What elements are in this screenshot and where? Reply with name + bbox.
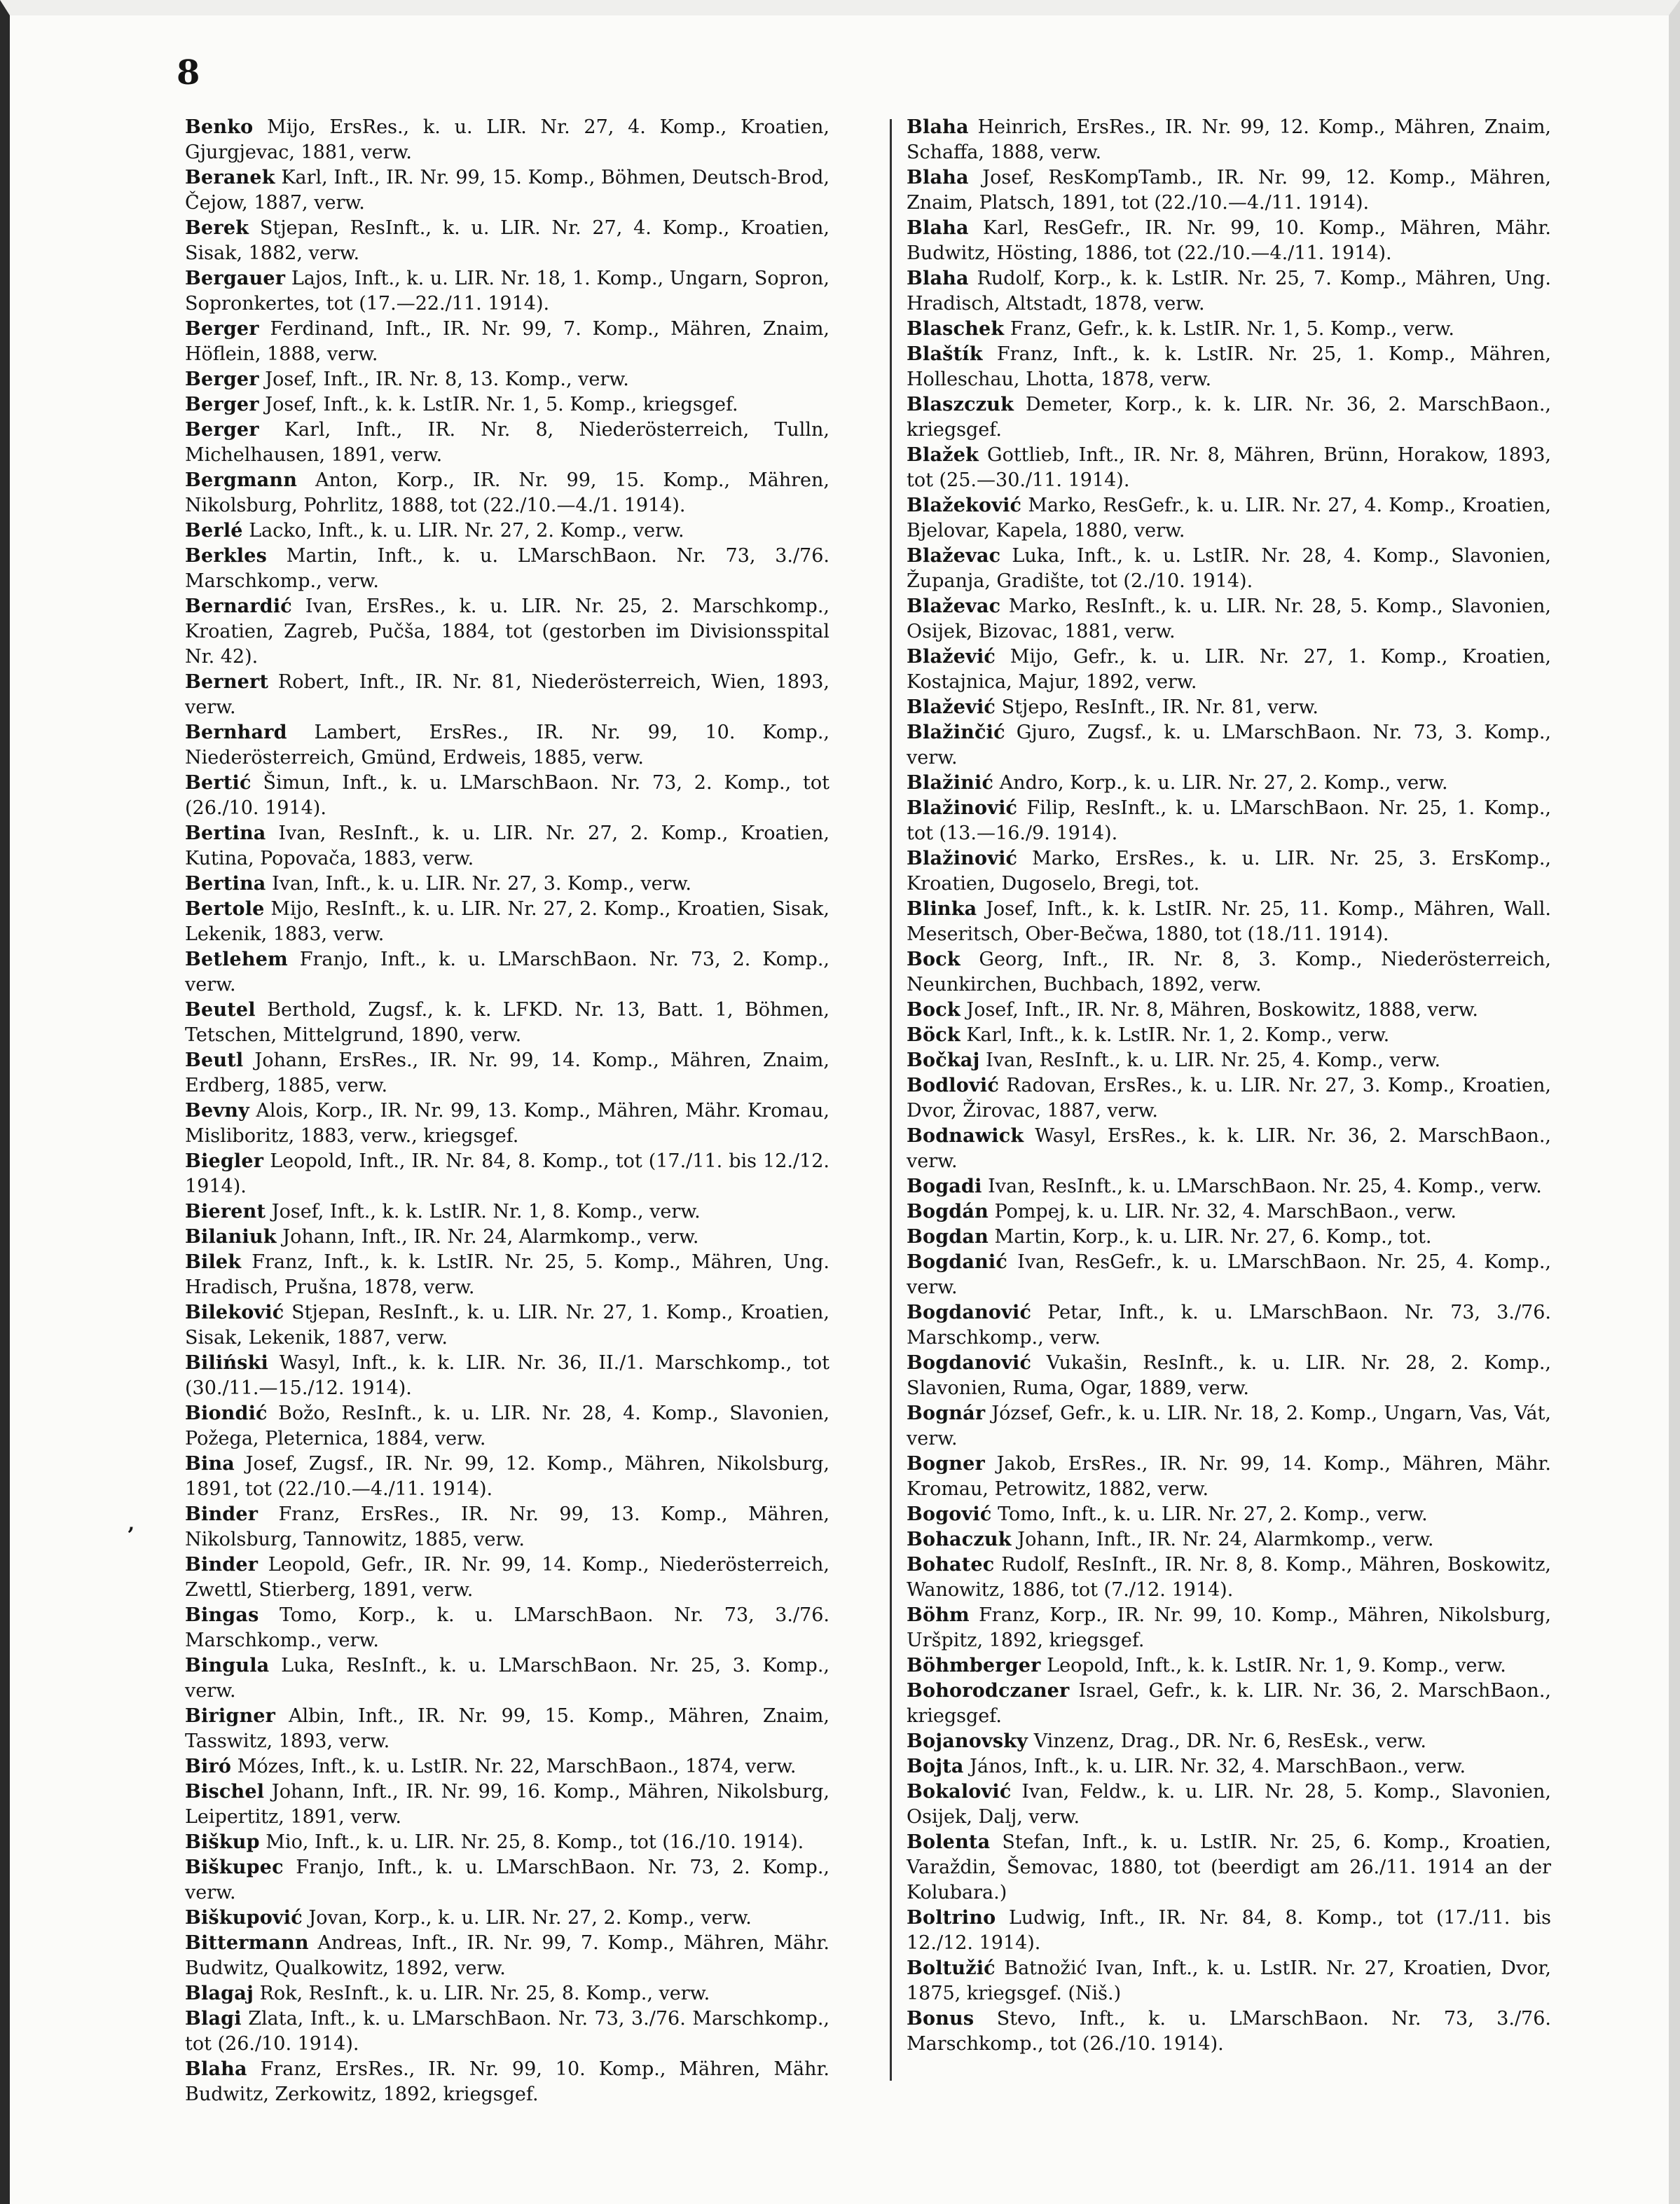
register-entry [907, 1048, 1551, 1073]
entry-details: József, Gefr., k. u. LIR. Nr. 18, 2. Komp., Ungarn, Vas, Vát, verw. [907, 1403, 1551, 1449]
register-entry [907, 1527, 1551, 1552]
entry-details: Israel, Gefr., k. k. LIR. Nr. 36, 2. MarschBaon., kriegsgef. [907, 1680, 1551, 1727]
entry-details: Johann, Inft., IR. Nr. 24, Alarmkomp., verw. [276, 1226, 699, 1248]
entry-surname: Bergmann [185, 469, 298, 491]
register-entry [907, 771, 1551, 796]
entry-details: Martin, Korp., k. u. LIR. Nr. 27, 6. Komp., tot. [988, 1226, 1432, 1248]
entry-surname: Blažinić [907, 772, 994, 794]
register-entry [185, 266, 829, 317]
register-entry [907, 443, 1551, 493]
entry-surname: Bischel [185, 1781, 265, 1803]
entry-details: Karl, Inft., IR. Nr. 99, 15. Komp., Böhmen, Deutsch-Brod, Čejow, 1887, verw. [185, 167, 829, 214]
register-entry [185, 1603, 829, 1653]
entry-surname: Biliński [185, 1352, 268, 1374]
entry-details: Mózes, Inft., k. u. LstIR. Nr. 22, MarschBaon., 1874, verw. [231, 1756, 797, 1777]
register-entry [185, 1855, 829, 1906]
register-entry [907, 594, 1551, 645]
entry-surname: Bodnawick [907, 1125, 1024, 1147]
entry-surname: Berger [185, 394, 259, 415]
entry-surname: Blaschek [907, 318, 1005, 340]
left-column [185, 115, 829, 2107]
entry-details: Robert, Inft., IR. Nr. 81, Niederösterreich, Wien, 1893, verw. [185, 671, 829, 718]
entry-details: Johann, Inft., IR. Nr. 99, 16. Komp., Mähren, Nikolsburg, Leipertitz, 1891, verw. [185, 1781, 829, 1828]
entry-surname: Bina [185, 1453, 235, 1475]
entry-details: Marko, ResGefr., k. u. LIR. Nr. 27, 4. Komp., Kroatien, Bjelovar, Kapela, 1880, verw. [907, 495, 1551, 542]
register-entry [907, 1023, 1551, 1048]
register-entry [185, 670, 829, 720]
entry-surname: Bogović [907, 1503, 992, 1525]
register-entry [907, 317, 1551, 342]
entry-surname: Bogdan [907, 1226, 989, 1248]
entry-surname: Berkles [185, 545, 267, 567]
entry-details: Luka, Inft., k. u. LstIR. Nr. 28, 4. Komp., Slavonien, Županja, Gradište, tot (2./10. 1914). [907, 545, 1551, 592]
register-entry [907, 1552, 1551, 1603]
register-entry [185, 2006, 829, 2057]
register-entry [185, 1931, 829, 1981]
entry-surname: Bohorodczaner [907, 1680, 1070, 1702]
entry-details: Batnožić Ivan, Inft., k. u. LstIR. Nr. 27, Kroatien, Dvor, 1875, kriegsgef. (Niš.) [907, 1957, 1551, 2004]
entry-surname: Binder [185, 1503, 259, 1525]
entry-surname: Bertina [185, 822, 266, 844]
register-entry [907, 1401, 1551, 1452]
entry-surname: Bernert [185, 671, 269, 693]
entry-details: Mijo, Gefr., k. u. LIR. Nr. 27, 1. Komp., Kroatien, Kostajnica, Majur, 1892, verw. [907, 646, 1551, 693]
entry-surname: Bingula [185, 1655, 270, 1676]
register-entry [185, 1452, 829, 1502]
entry-details: Gjuro, Zugsf., k. u. LMarschBaon. Nr. 73, 3. Komp., verw. [907, 722, 1551, 769]
register-entry [185, 518, 829, 544]
entry-surname: Bogdanić [907, 1251, 1008, 1273]
entry-details: Stjepan, ResInft., k. u. LIR. Nr. 27, 4. Komp., Kroatien, Sisak, 1882, verw. [185, 217, 829, 264]
entry-surname: Blaha [185, 2058, 247, 2080]
entry-details: János, Inft., k. u. LIR. Nr. 32, 4. MarschBaon., verw. [963, 1756, 1466, 1777]
entry-details: Mijo, ErsRes., k. u. LIR. Nr. 27, 4. Komp., Kroatien, Gjurgjevac, 1881, verw. [185, 116, 829, 163]
entry-surname: Bokalović [907, 1781, 1012, 1803]
entry-surname: Bogdanović [907, 1302, 1032, 1323]
entry-surname: Bojanovsky [907, 1730, 1028, 1752]
entry-details: Anton, Korp., IR. Nr. 99, 15. Komp., Mähren, Nikolsburg, Pohrlitz, 1888, tot (22./10.—4./1. 1914). [185, 469, 829, 516]
register-entry [185, 544, 829, 594]
register-entry [907, 1754, 1551, 1779]
entry-surname: Böhm [907, 1604, 970, 1626]
register-entry [907, 493, 1551, 544]
margin-mark: ‚ [128, 1511, 135, 1536]
entry-surname: Berek [185, 217, 249, 239]
entry-details: Rudolf, ResInft., IR. Nr. 8, 8. Komp., Mähren, Boskowitz, Wanowitz, 1886, tot (7./12. 1914). [907, 1554, 1551, 1601]
register-entry [907, 1300, 1551, 1351]
entry-surname: Berger [185, 369, 259, 390]
entry-details: Rudolf, Korp., k. k. LstIR. Nr. 25, 7. Komp., Mähren, Ung. Hradisch, Altstadt, 1878, verw. [907, 268, 1551, 315]
register-entry [907, 1603, 1551, 1653]
register-entry [907, 342, 1551, 392]
entry-surname: Blažek [907, 444, 979, 466]
entry-surname: Blaszczuk [907, 394, 1014, 415]
entry-details: Stefan, Inft., k. u. LstIR. Nr. 25, 6. Komp., Kroatien, Varaždin, Šemovac, 1880, tot (beerdigt am 26./11. 1914 an der Kolubara.) [907, 1831, 1551, 1903]
register-entry [907, 947, 1551, 998]
entry-surname: Betlehem [185, 949, 288, 970]
register-entry [907, 392, 1551, 443]
entry-surname: Blinka [907, 898, 977, 920]
entry-details: Ferdinand, Inft., IR. Nr. 99, 7. Komp., Mähren, Znaim, Höflein, 1888, verw. [185, 318, 829, 365]
entry-details: Martin, Inft., k. u. LMarschBaon. Nr. 73, 3./76. Marschkomp., verw. [185, 545, 829, 592]
register-entry [185, 1300, 829, 1351]
register-entry [185, 2057, 829, 2107]
entry-details: Ivan, ResInft., k. u. LIR. Nr. 27, 2. Komp., Kroatien, Kutina, Popovača, 1883, verw. [185, 822, 829, 869]
entry-surname: Bertić [185, 772, 252, 794]
register-entry [907, 544, 1551, 594]
register-entry [185, 1048, 829, 1098]
entry-details: Demeter, Korp., k. k. LIR. Nr. 36, 2. MarschBaon., kriegsgef. [907, 394, 1551, 441]
entry-details: Ivan, Inft., k. u. LIR. Nr. 27, 3. Komp., verw. [266, 873, 692, 895]
entry-details: Franz, ErsRes., IR. Nr. 99, 10. Komp., Mähren, Mähr. Budwitz, Zerkowitz, 1892, kriegsgef. [185, 2058, 829, 2105]
entry-surname: Bodlović [907, 1075, 999, 1096]
register-entry [907, 1174, 1551, 1199]
entry-surname: Blažević [907, 696, 996, 718]
entry-surname: Birigner [185, 1705, 276, 1727]
register-entry [907, 645, 1551, 695]
entry-details: Josef, Inft., k. k. LstIR. Nr. 25, 11. Komp., Mähren, Wall. Meseritsch, Ober-Bečwa, 1880, tot (18./11. 1914). [907, 898, 1551, 945]
entry-surname: Bertina [185, 873, 266, 895]
register-entry [907, 796, 1551, 846]
entry-details: Franz, Inft., k. k. LstIR. Nr. 25, 5. Komp., Mähren, Ung. Hradisch, Prušna, 1878, verw. [185, 1251, 829, 1298]
register-entry [185, 872, 829, 897]
register-entry [907, 1679, 1551, 1729]
register-entry [907, 1956, 1551, 2006]
entry-details: Josef, Inft., IR. Nr. 8, 13. Komp., verw. [259, 369, 629, 390]
entry-details: Leopold, Inft., IR. Nr. 84, 8. Komp., tot (17./11. bis 12./12. 1914). [185, 1150, 829, 1197]
entry-details: Jakob, ErsRes., IR. Nr. 99, 14. Komp., Mähren, Mähr. Kromau, Petrowitz, 1882, verw. [907, 1453, 1551, 1500]
register-entry [907, 1124, 1551, 1174]
entry-surname: Bittermann [185, 1932, 309, 1954]
register-entry [907, 165, 1551, 216]
entry-surname: Blažeković [907, 495, 1022, 516]
register-entry [185, 1199, 829, 1225]
register-entry [907, 1073, 1551, 1124]
entry-surname: Bierent [185, 1201, 266, 1222]
register-entry [907, 720, 1551, 771]
entry-details: Marko, ResInft., k. u. LIR. Nr. 28, 5. Komp., Slavonien, Osijek, Bizovac, 1881, verw. [907, 595, 1551, 642]
entry-surname: Bergauer [185, 268, 286, 289]
entry-details: Franz, Inft., k. k. LstIR. Nr. 25, 1. Komp., Mähren, Holleschau, Lhotta, 1878, verw. [907, 343, 1551, 390]
register-entry [185, 1779, 829, 1830]
entry-details: Franz, ErsRes., IR. Nr. 99, 13. Komp., Mähren, Nikolsburg, Tannowitz, 1885, verw. [185, 1503, 829, 1550]
register-entry [185, 1981, 829, 2006]
entry-details: Filip, ResInft., k. u. LMarschBaon. Nr. 25, 1. Komp., tot (13.—16./9. 1914). [907, 797, 1551, 844]
entry-surname: Biškupović [185, 1907, 303, 1929]
register-entry [185, 468, 829, 518]
register-entry [907, 1452, 1551, 1502]
entry-details: Andro, Korp., k. u. LIR. Nr. 27, 2. Komp., verw. [993, 772, 1448, 794]
register-entry [907, 2006, 1551, 2057]
entry-details: Wasyl, ErsRes., k. k. LIR. Nr. 36, 2. MarschBaon., verw. [907, 1125, 1551, 1172]
register-entry [907, 1729, 1551, 1754]
register-entry [907, 1250, 1551, 1300]
register-entry [185, 1830, 829, 1855]
entry-details: Vukašin, ResInft., k. u. LIR. Nr. 28, 2. Komp., Slavonien, Ruma, Ogar, 1889, verw. [907, 1352, 1551, 1399]
register-entry [907, 1502, 1551, 1527]
entry-details: Gottlieb, Inft., IR. Nr. 8, Mähren, Brünn, Horakow, 1893, tot (25.—30./11. 1914). [907, 444, 1551, 491]
entry-details: Marko, ErsRes., k. u. LIR. Nr. 25, 3. ErsKomp., Kroatien, Dugoselo, Bregi, tot. [907, 848, 1551, 895]
entry-details: Luka, ResInft., k. u. LMarschBaon. Nr. 25, 3. Komp., verw. [185, 1655, 829, 1702]
register-entry [185, 1098, 829, 1149]
entry-details: Ivan, ResInft., k. u. LMarschBaon. Nr. 25, 4. Komp., verw. [982, 1176, 1542, 1197]
entry-details: Božo, ResInft., k. u. LIR. Nr. 28, 4. Komp., Slavonien, Požega, Pleternica, 1884, verw. [185, 1403, 829, 1449]
entry-surname: Berger [185, 318, 259, 340]
register-entry [907, 1830, 1551, 1906]
entry-details: Stjepan, ResInft., k. u. LIR. Nr. 27, 1. Komp., Kroatien, Sisak, Lekenik, 1887, verw. [185, 1302, 829, 1349]
entry-surname: Boltrino [907, 1907, 996, 1929]
register-entry [907, 1906, 1551, 1956]
entry-surname: Blagaj [185, 1983, 254, 2004]
entry-surname: Berlé [185, 520, 243, 542]
entry-details: Radovan, ErsRes., k. u. LIR. Nr. 27, 3. Komp., Kroatien, Dvor, Žirovac, 1887, verw. [907, 1075, 1551, 1122]
entry-details: Šimun, Inft., k. u. LMarschBaon. Nr. 73, 2. Komp., tot (26./10. 1914). [185, 772, 829, 819]
register-entry [185, 367, 829, 392]
register-entry [907, 216, 1551, 266]
register-entry [185, 1351, 829, 1401]
entry-details: Josef, Inft., k. k. LstIR. Nr. 1, 8. Komp., verw. [266, 1201, 701, 1222]
register-entry [185, 1906, 829, 1931]
entry-surname: Bogdán [907, 1201, 989, 1222]
entry-surname: Bonus [907, 2008, 975, 2030]
register-entry [185, 418, 829, 468]
entry-surname: Blaha [907, 268, 969, 289]
entry-details: Wasyl, Inft., k. k. LIR. Nr. 36, II./1. Marschkomp., tot (30./11.—15./12. 1914). [185, 1352, 829, 1399]
entry-details: Stevo, Inft., k. u. LMarschBaon. Nr. 73, 3./76. Marschkomp., tot (26./10. 1914). [907, 2008, 1551, 2055]
entry-details: Lambert, ErsRes., IR. Nr. 99, 10. Komp., Niederösterreich, Gmünd, Erdweis, 1885, verw. [185, 722, 829, 769]
entry-surname: Böck [907, 1024, 961, 1046]
entry-surname: Blažević [907, 646, 996, 668]
right-column [907, 115, 1551, 2057]
entry-surname: Bock [907, 999, 961, 1021]
register-entry [185, 392, 829, 418]
entry-details: Karl, Inft., IR. Nr. 8, Niederösterreich, Tulln, Michelhausen, 1891, verw. [185, 419, 829, 466]
entry-surname: Bogadi [907, 1176, 982, 1197]
entry-details: Andreas, Inft., IR. Nr. 99, 7. Komp., Mähren, Mähr. Budwitz, Qualkowitz, 1892, verw. [185, 1932, 829, 1979]
entry-surname: Blaha [907, 217, 969, 239]
entry-details: Franz, Korp., IR. Nr. 99, 10. Komp., Mähren, Nikolsburg, Uršpitz, 1892, kriegsgef. [907, 1604, 1551, 1651]
entry-details: Mio, Inft., k. u. LIR. Nr. 25, 8. Komp., tot (16./10. 1914). [259, 1831, 804, 1853]
register-entry [907, 1199, 1551, 1225]
register-entry [907, 1351, 1551, 1401]
entry-details: Ivan, ResGefr., k. u. LMarschBaon. Nr. 25, 4. Komp., verw. [907, 1251, 1551, 1298]
entry-details: Ivan, Feldw., k. u. LIR. Nr. 28, 5. Komp., Slavonien, Osijek, Dalj, verw. [907, 1781, 1551, 1828]
register-entry [907, 695, 1551, 720]
entry-surname: Blaha [907, 167, 969, 188]
entry-details: Petar, Inft., k. u. LMarschBaon. Nr. 73, 3./76. Marschkomp., verw. [907, 1302, 1551, 1349]
register-entry [907, 897, 1551, 947]
entry-details: Karl, ResGefr., IR. Nr. 99, 10. Komp., Mähren, Mähr. Budwitz, Hösting, 1886, tot (22./10.—4./11. 1914). [907, 217, 1551, 264]
register-entry [185, 1552, 829, 1603]
entry-surname: Bolenta [907, 1831, 991, 1853]
entry-surname: Böhmberger [907, 1655, 1041, 1676]
entry-details: Josef, ResKompTamb., IR. Nr. 99, 12. Komp., Mähren, Znaim, Platsch, 1891, tot (22./10.—4./11. 1914). [907, 167, 1551, 214]
register-entry [185, 317, 829, 367]
register-entry [907, 1225, 1551, 1250]
entry-surname: Bernhard [185, 722, 287, 743]
entry-details: Lacko, Inft., k. u. LIR. Nr. 27, 2. Komp., verw. [242, 520, 684, 542]
register-entry [907, 998, 1551, 1023]
entry-details: Lajos, Inft., k. u. LIR. Nr. 18, 1. Komp., Ungarn, Sopron, Sopronkertes, tot (17.—22./11. 1914). [185, 268, 829, 315]
entry-surname: Beutel [185, 999, 256, 1021]
entry-details: Berthold, Zugsf., k. k. LFKD. Nr. 13, Batt. 1, Böhmen, Tetschen, Mittelgrund, 1890, verw. [185, 999, 829, 1046]
entry-surname: Bogner [907, 1453, 985, 1475]
entry-details: Georg, Inft., IR. Nr. 8, 3. Komp., Niederösterreich, Neunkirchen, Buchbach, 1892, verw. [907, 949, 1551, 996]
register-entry [185, 1225, 829, 1250]
entry-details: Johann, ErsRes., IR. Nr. 99, 14. Komp., Mähren, Znaim, Erdberg, 1885, verw. [185, 1049, 829, 1096]
entry-details: Stjepo, ResInft., IR. Nr. 81, verw. [996, 696, 1318, 718]
entry-surname: Blaha [907, 116, 969, 138]
entry-surname: Blagi [185, 2008, 242, 2030]
entry-details: Josef, Zugsf., IR. Nr. 99, 12. Komp., Mähren, Nikolsburg, 1891, tot (22./10.—4./11. 1914). [185, 1453, 829, 1500]
entry-surname: Bohaczuk [907, 1529, 1012, 1550]
register-entry [185, 1704, 829, 1754]
entry-surname: Bertole [185, 898, 265, 920]
register-entry [185, 821, 829, 872]
entry-details: Heinrich, ErsRes., IR. Nr. 99, 12. Komp., Mähren, Znaim, Schaffa, 1888, verw. [907, 116, 1551, 163]
entry-details: Leopold, Gefr., IR. Nr. 99, 14. Komp., Niederösterreich, Zwettl, Stierberg, 1891, verw. [185, 1554, 829, 1601]
entry-surname: Blaštík [907, 343, 983, 365]
register-entry [907, 1653, 1551, 1679]
entry-details: Rok, ResInft., k. u. LIR. Nr. 25, 8. Komp., verw. [253, 1983, 710, 2004]
entry-surname: Bohatec [907, 1554, 995, 1576]
register-entry [907, 115, 1551, 165]
entry-surname: Biegler [185, 1150, 264, 1172]
entry-details: Zlata, Inft., k. u. LMarschBaon. Nr. 73, 3./76. Marschkomp., tot (26./10. 1914). [185, 2008, 829, 2055]
register-entry [907, 1779, 1551, 1830]
entry-details: Ivan, ResInft., k. u. LIR. Nr. 25, 4. Komp., verw. [979, 1049, 1441, 1071]
register-entry [185, 115, 829, 165]
entry-surname: Bernardić [185, 595, 292, 617]
entry-surname: Bock [907, 949, 961, 970]
entry-details: Pompej, k. u. LIR. Nr. 32, 4. MarschBaon., verw. [988, 1201, 1457, 1222]
entry-surname: Bevny [185, 1100, 250, 1122]
entry-details: Josef, Inft., IR. Nr. 8, Mähren, Boskowitz, 1888, verw. [960, 999, 1478, 1021]
register-entry [185, 1149, 829, 1199]
entry-details: Vinzenz, Drag., DR. Nr. 6, ResEsk., verw. [1028, 1730, 1427, 1752]
entry-details: Franz, Gefr., k. k. LstIR. Nr. 1, 5. Komp., verw. [1004, 318, 1454, 340]
entry-surname: Blažinčić [907, 722, 1005, 743]
entry-surname: Beranek [185, 167, 275, 188]
entry-surname: Bognár [907, 1403, 986, 1424]
entry-surname: Berger [185, 419, 259, 441]
entry-surname: Blaževac [907, 545, 1001, 567]
entry-details: Johann, Inft., IR. Nr. 24, Alarmkomp., verw. [1011, 1529, 1434, 1550]
register-entry [185, 216, 829, 266]
entry-surname: Bilek [185, 1251, 242, 1273]
entry-surname: Blaževac [907, 595, 1001, 617]
entry-surname: Bočkaj [907, 1049, 980, 1071]
entry-details: Ludwig, Inft., IR. Nr. 84, 8. Komp., tot (17./11. bis 12./12. 1914). [907, 1907, 1551, 1954]
entry-surname: Biškupec [185, 1857, 284, 1878]
entry-surname: Bileković [185, 1302, 284, 1323]
register-entry [907, 266, 1551, 317]
register-entry [185, 1401, 829, 1452]
entry-surname: Blažinović [907, 848, 1018, 869]
entry-surname: Beutl [185, 1049, 244, 1071]
entry-surname: Bojta [907, 1756, 964, 1777]
entry-surname: Blažinović [907, 797, 1018, 819]
entry-surname: Biró [185, 1756, 232, 1777]
entry-details: Jovan, Korp., k. u. LIR. Nr. 27, 2. Komp., verw. [302, 1907, 752, 1929]
register-entry [907, 846, 1551, 897]
entry-details: Karl, Inft., k. k. LstIR. Nr. 1, 2. Komp., verw. [960, 1024, 1390, 1046]
entry-details: Alois, Korp., IR. Nr. 99, 13. Komp., Mähren, Mähr. Kromau, Misliboritz, 1883, verw., kriegsgef. [185, 1100, 829, 1147]
entry-details: Tomo, Inft., k. u. LIR. Nr. 27, 2. Komp., verw. [991, 1503, 1428, 1525]
entry-surname: Biondić [185, 1403, 268, 1424]
entry-details: Tomo, Korp., k. u. LMarschBaon. Nr. 73, 3./76. Marschkomp., verw. [185, 1604, 829, 1651]
entry-details: Ivan, ErsRes., k. u. LIR. Nr. 25, 2. Marschkomp., Kroatien, Zagreb, Pučša, 1884, tot (gestorben im Divisionsspital Nr. 42). [185, 595, 829, 668]
register-entry [185, 720, 829, 771]
register-entry [185, 771, 829, 821]
entry-details: Josef, Inft., k. k. LstIR. Nr. 1, 5. Komp., kriegsgef. [259, 394, 738, 415]
register-entry [185, 165, 829, 216]
entry-details: Franjo, Inft., k. u. LMarschBaon. Nr. 73, 2. Komp., verw. [185, 949, 829, 996]
register-entry [185, 998, 829, 1048]
register-entry [185, 594, 829, 670]
entry-surname: Bilaniuk [185, 1226, 277, 1248]
page-number: 8 [177, 53, 200, 92]
register-entry [185, 1754, 829, 1779]
entry-details: Leopold, Inft., k. k. LstIR. Nr. 1, 9. Komp., verw. [1040, 1655, 1506, 1676]
entry-surname: Biškup [185, 1831, 260, 1853]
entry-surname: Benko [185, 116, 254, 138]
entry-details: Albin, Inft., IR. Nr. 99, 15. Komp., Mähren, Znaim, Tasswitz, 1893, verw. [185, 1705, 829, 1752]
entry-surname: Bingas [185, 1604, 259, 1626]
column-divider [890, 119, 892, 2081]
register-entry [185, 897, 829, 947]
register-entry [185, 1502, 829, 1552]
entry-surname: Bogdanović [907, 1352, 1032, 1374]
entry-details: Mijo, ResInft., k. u. LIR. Nr. 27, 2. Komp., Kroatien, Sisak, Lekenik, 1883, verw. [185, 898, 829, 945]
entry-surname: Boltužić [907, 1957, 996, 1979]
register-entry [185, 1653, 829, 1704]
register-entry [185, 1250, 829, 1300]
register-entry [185, 947, 829, 998]
entry-details: Franjo, Inft., k. u. LMarschBaon. Nr. 73, 2. Komp., verw. [185, 1857, 829, 1903]
entry-surname: Binder [185, 1554, 259, 1576]
